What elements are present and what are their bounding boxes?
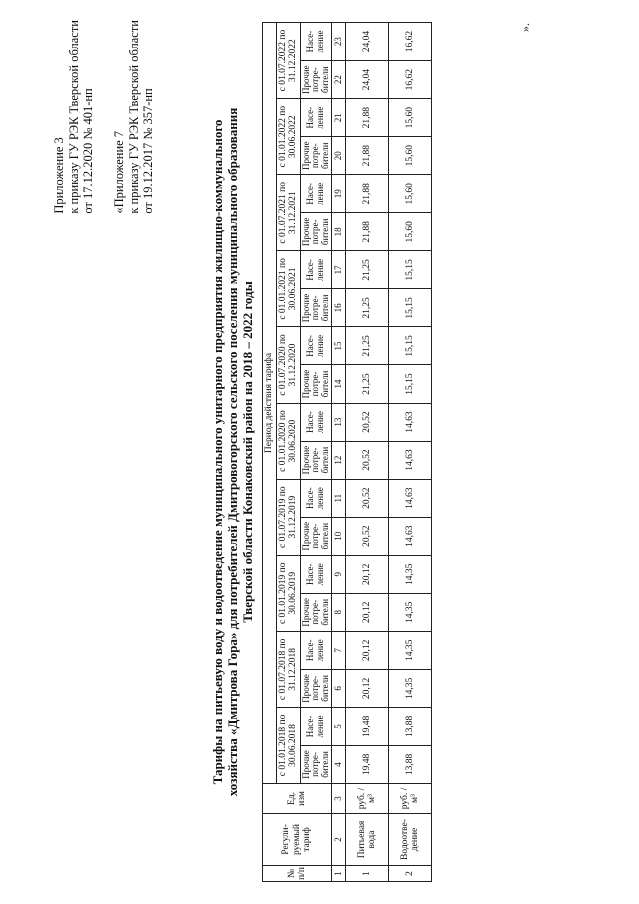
tariff-value: 14,35 — [389, 631, 432, 669]
header-population: Насе-ление — [300, 555, 332, 593]
column-number: 21 — [332, 99, 346, 137]
column-number: 12 — [332, 441, 346, 479]
header-population: Насе-ление — [300, 403, 332, 441]
column-number: 22 — [332, 61, 346, 99]
header-tariff: Регули-руемый тариф — [263, 814, 332, 866]
header-period: с 01.01.2019 по 30.06.2019 — [276, 555, 300, 631]
header-other-consumers: Прочие потре-бители — [300, 213, 332, 251]
header-population: Насе-ление — [300, 23, 332, 61]
tariff-value: 24,04 — [346, 23, 389, 61]
approval-line: к приказу ГУ РЭК Тверской области — [66, 20, 81, 214]
table-row — [346, 23, 389, 882]
tariff-value: 20,52 — [346, 403, 389, 441]
header-other-consumers: Прочие потре-бители — [300, 745, 332, 783]
tariff-value: 16,62 — [389, 23, 432, 61]
tariff-value: 20,12 — [346, 669, 389, 707]
tariff-value: 20,12 — [346, 555, 389, 593]
tariff-value: 21,25 — [346, 327, 389, 365]
tariff-value: 21,88 — [346, 175, 389, 213]
tariff-value: 15,15 — [389, 365, 432, 403]
header-other-consumers: Прочие потре-бители — [300, 137, 332, 175]
tariff-value: 13,88 — [389, 745, 432, 783]
tariff-value: 21,25 — [346, 365, 389, 403]
row-name: Водоотве-дение — [389, 814, 432, 866]
title-line: хозяйства «Дмитрова Гора» для потребителей Дмитровогорского сельского поселения муниципального образования — [225, 107, 240, 797]
tariff-value: 21,88 — [346, 137, 389, 175]
header-period: с 01.01.2018 по 30.06.2018 — [276, 707, 300, 783]
approval-line: к приказу ГУ РЭК Тверской области — [126, 20, 141, 214]
tariff-value: 16,62 — [389, 61, 432, 99]
tariff-value: 24,04 — [346, 61, 389, 99]
column-number: 6 — [332, 669, 346, 707]
approval-block-current — [52, 20, 96, 214]
header-population: Насе-ление — [300, 479, 332, 517]
header-periods-row — [276, 23, 300, 882]
tariff-value: 21,88 — [346, 213, 389, 251]
column-number: 18 — [332, 213, 346, 251]
header-period: с 01.07.2021 по 31.12.2021 — [276, 175, 300, 251]
column-number: 11 — [332, 479, 346, 517]
column-number: 19 — [332, 175, 346, 213]
approval-line: «Приложение 7 — [112, 130, 126, 214]
closing-mark: ». — [518, 23, 532, 32]
header-other-consumers: Прочие потре-бители — [300, 365, 332, 403]
header-other-consumers: Прочие потре-бители — [300, 669, 332, 707]
column-number: 16 — [332, 289, 346, 327]
approval-line: от 17.12.2020 № 401-нп — [81, 88, 95, 214]
tariff-value: 15,60 — [389, 213, 432, 251]
column-number: 2 — [332, 814, 346, 866]
tariff-value: 14,63 — [389, 517, 432, 555]
header-period: с 01.07.2019 по 31.12.2019 — [276, 479, 300, 555]
column-number: 13 — [332, 403, 346, 441]
tariff-value: 21,25 — [346, 251, 389, 289]
tariff-value: 20,52 — [346, 517, 389, 555]
column-number: 8 — [332, 593, 346, 631]
tariff-value: 14,35 — [389, 555, 432, 593]
row-unit: руб. /м³ — [346, 784, 389, 814]
header-period: с 01.01.2021 по 30.06.2021 — [276, 251, 300, 327]
row-num: 1 — [346, 866, 389, 882]
tariff-value: 15,60 — [389, 99, 432, 137]
tariff-table — [262, 22, 432, 882]
tariff-value: 20,52 — [346, 441, 389, 479]
approval-line: Приложение 3 — [52, 137, 66, 214]
header-population: Насе-ление — [300, 327, 332, 365]
tariff-value: 15,60 — [389, 175, 432, 213]
header-period: с 01.07.2018 по 31.12.2018 — [276, 631, 300, 707]
header-period: с 01.01.2022 по 30.06.2022 — [276, 99, 300, 175]
tariff-value: 21,25 — [346, 289, 389, 327]
column-number: 10 — [332, 517, 346, 555]
tariff-value: 14,63 — [389, 479, 432, 517]
tariff-value: 14,35 — [389, 669, 432, 707]
tariff-value: 14,35 — [389, 593, 432, 631]
header-num: № п/п — [263, 866, 332, 882]
tariff-value: 15,15 — [389, 327, 432, 365]
tariff-value: 19,48 — [346, 707, 389, 745]
header-other-consumers: Прочие потре-бители — [300, 593, 332, 631]
tariff-value: 14,63 — [389, 403, 432, 441]
header-period-group: Период действия тарифа — [263, 23, 277, 784]
header-period: с 01.07.2022 по 31.12.2022 — [276, 23, 300, 99]
tariff-value: 20,52 — [346, 479, 389, 517]
column-number: 5 — [332, 707, 346, 745]
header-population: Насе-ление — [300, 251, 332, 289]
header-other-consumers: Прочие потре-бители — [300, 517, 332, 555]
header-population: Насе-ление — [300, 707, 332, 745]
header-other-consumers: Прочие потре-бители — [300, 289, 332, 327]
column-number: 17 — [332, 251, 346, 289]
row-num: 2 — [389, 866, 432, 882]
approval-line: от 19.12.2017 № 357-нп — [141, 88, 155, 214]
column-number: 7 — [332, 631, 346, 669]
header-period: с 01.01.2020 по 30.06.2020 — [276, 403, 300, 479]
header-population: Насе-ление — [300, 175, 332, 213]
tariff-value: 15,60 — [389, 137, 432, 175]
title-line: Тверской области Конаковский район на 2018 – 2022 годы — [240, 281, 255, 623]
title-line: Тарифы на питьевую воду и водоотведение муниципального унитарного предприятия жилищно-коммунального — [210, 119, 225, 785]
tariff-value: 20,12 — [346, 631, 389, 669]
approval-block-original — [112, 20, 156, 214]
row-name: Питьевая вода — [346, 814, 389, 866]
header-population: Насе-ление — [300, 99, 332, 137]
row-unit: руб. /м³ — [389, 784, 432, 814]
column-number: 14 — [332, 365, 346, 403]
header-subgroups-row — [300, 23, 332, 882]
header-other-consumers: Прочие потре-бители — [300, 61, 332, 99]
column-number: 9 — [332, 555, 346, 593]
document-title — [210, 0, 255, 904]
table-header — [263, 23, 332, 882]
tariff-value: 13,88 — [389, 707, 432, 745]
table-row — [389, 23, 432, 882]
column-number: 20 — [332, 137, 346, 175]
column-numbers-row — [332, 23, 346, 882]
tariff-value: 19,48 — [346, 745, 389, 783]
header-other-consumers: Прочие потре-бители — [300, 441, 332, 479]
header-unit: Ед. изм — [263, 784, 332, 814]
header-period: с 01.07.2020 по 31.12.2020 — [276, 327, 300, 403]
column-number: 15 — [332, 327, 346, 365]
column-number: 4 — [332, 745, 346, 783]
tariff-value: 21,88 — [346, 99, 389, 137]
column-number: 3 — [332, 784, 346, 814]
tariff-value: 14,63 — [389, 441, 432, 479]
tariff-value: 15,15 — [389, 251, 432, 289]
header-population: Насе-ление — [300, 631, 332, 669]
tariff-value: 15,15 — [389, 289, 432, 327]
column-number: 23 — [332, 23, 346, 61]
tariff-value: 20,12 — [346, 593, 389, 631]
table-body — [332, 23, 432, 882]
column-number: 1 — [332, 866, 346, 882]
